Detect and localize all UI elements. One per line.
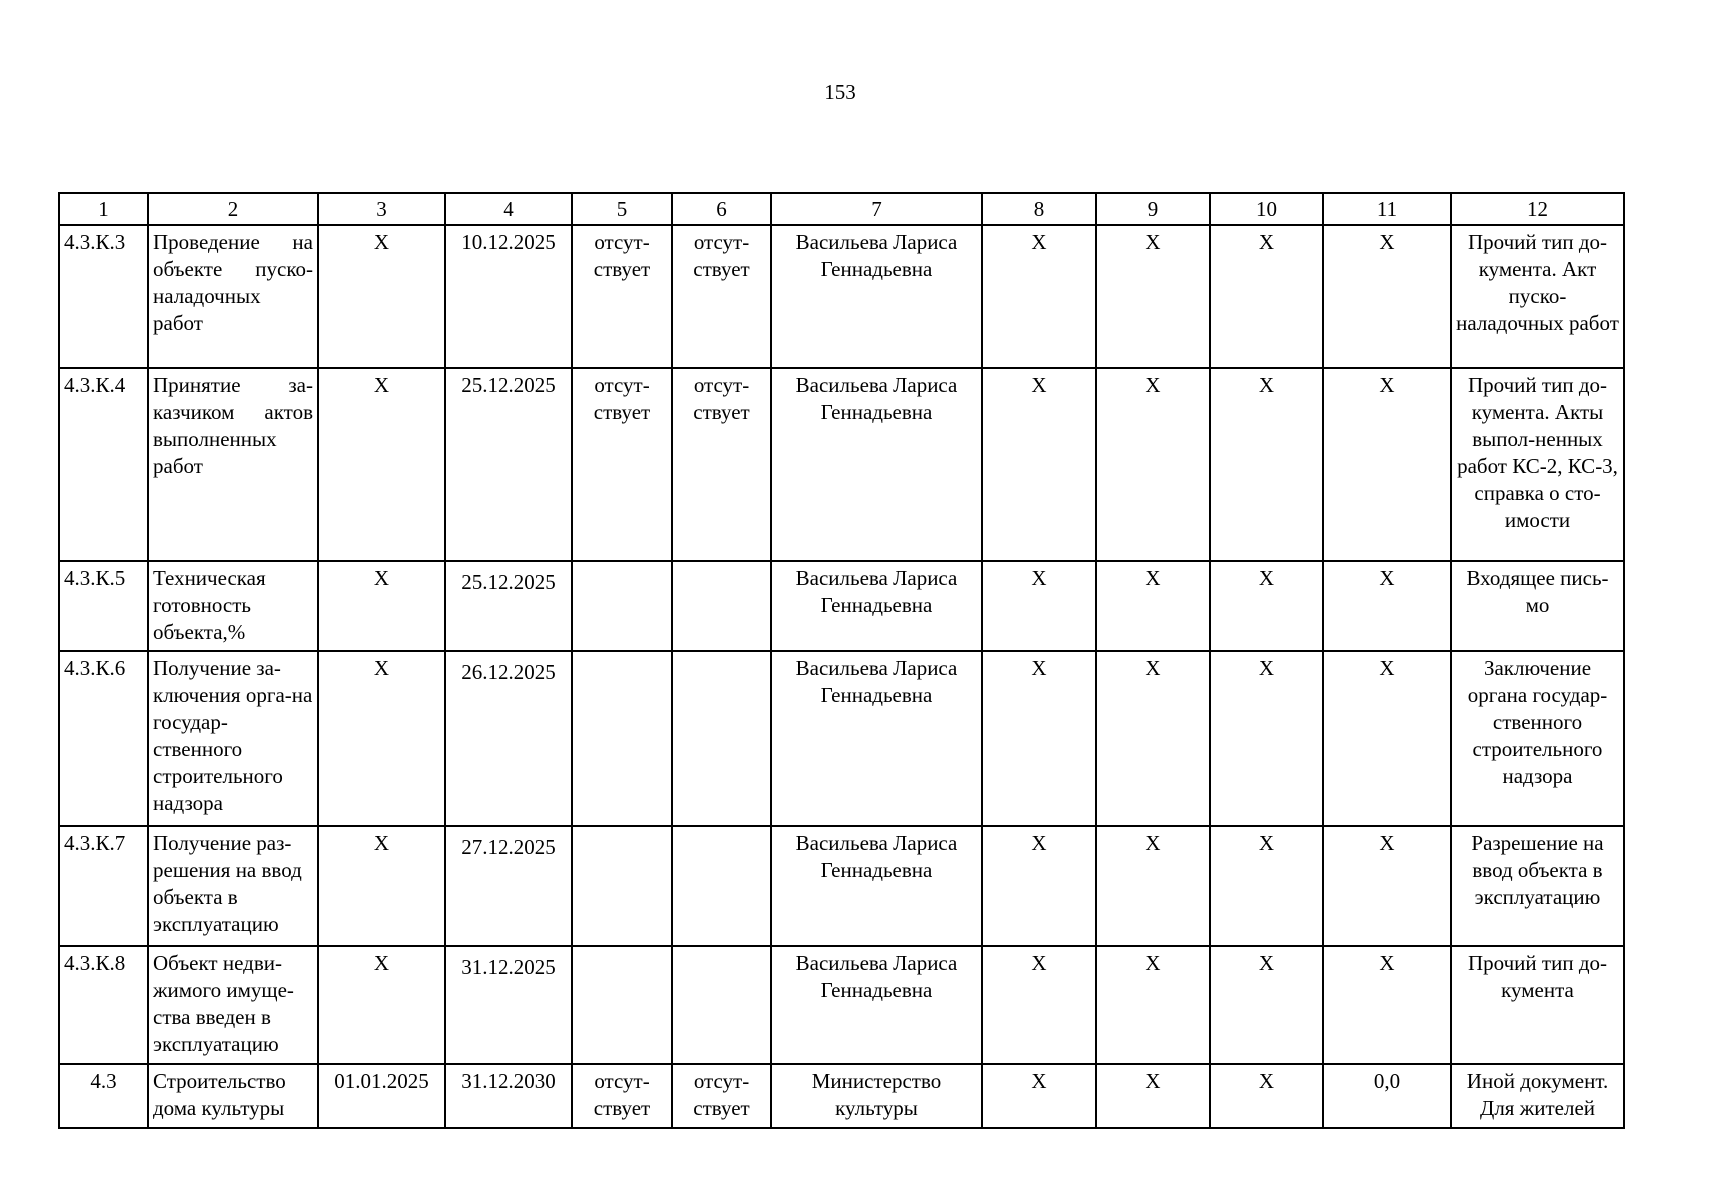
table-row (59, 651, 1624, 826)
column-number: 5 (572, 193, 672, 225)
cell-col6 (672, 561, 771, 651)
cell-col10: Х (1210, 651, 1323, 826)
table-row (59, 368, 1624, 561)
cell-col5: отсут-ствует (572, 225, 672, 368)
cell-col9: Х (1096, 368, 1210, 561)
cell-col8: Х (982, 826, 1096, 946)
column-number: 11 (1323, 193, 1451, 225)
column-number: 9 (1096, 193, 1210, 225)
cell-col11: Х (1323, 561, 1451, 651)
end-date: 31.12.2030 (445, 1064, 572, 1128)
cell-col9: Х (1096, 1064, 1210, 1128)
cell-col11: Х (1323, 946, 1451, 1064)
row-code: 4.3.К.6 (59, 651, 148, 826)
cell-col8: Х (982, 368, 1096, 561)
row-code: 4.3 (59, 1064, 148, 1128)
document-type: Разрешение на ввод объекта в эксплуатацию (1451, 826, 1624, 946)
end-date: 25.12.2025 (445, 561, 572, 651)
table-row (59, 1064, 1624, 1128)
column-number: 7 (771, 193, 982, 225)
column-number: 3 (318, 193, 445, 225)
row-code: 4.3.К.8 (59, 946, 148, 1064)
cell-col8: Х (982, 225, 1096, 368)
event-name: Получение раз-решения на ввод объекта в эксплуатацию (148, 826, 318, 946)
column-number: 12 (1451, 193, 1624, 225)
event-name: Строительство дома культуры (148, 1064, 318, 1128)
start-date: Х (318, 651, 445, 826)
document-type: Прочий тип до-кумента. Акты выпол-ненных работ КС-2, КС-3, справка о сто-имости (1451, 368, 1624, 561)
responsible-person: Васильева Лариса Геннадьевна (771, 561, 982, 651)
cell-col10: Х (1210, 1064, 1323, 1128)
responsible-person: Васильева Лариса Геннадьевна (771, 368, 982, 561)
column-number: 8 (982, 193, 1096, 225)
cell-col10: Х (1210, 826, 1323, 946)
row-code: 4.3.К.7 (59, 826, 148, 946)
table-row (59, 561, 1624, 651)
start-date: Х (318, 368, 445, 561)
cell-col6: отсут-ствует (672, 225, 771, 368)
document-type: Прочий тип до-кумента (1451, 946, 1624, 1064)
start-date: Х (318, 225, 445, 368)
page-number: 153 (824, 80, 856, 104)
event-name: Объект недви-жимого имуще-ства введен в эксплуатацию (148, 946, 318, 1064)
cell-col8: Х (982, 561, 1096, 651)
responsible-person: Министерство культуры (771, 1064, 982, 1128)
event-name: Проведение на объекте пуско-наладочных работ (148, 225, 318, 368)
column-number: 2 (148, 193, 318, 225)
start-date: Х (318, 561, 445, 651)
document-type: Заключение органа государ-ственного строительного надзора (1451, 651, 1624, 826)
responsible-person: Васильева Лариса Геннадьевна (771, 826, 982, 946)
end-date: 10.12.2025 (445, 225, 572, 368)
cell-col5 (572, 651, 672, 826)
cell-col11: 0,0 (1323, 1064, 1451, 1128)
cell-col5: отсут-ствует (572, 368, 672, 561)
cell-col5 (572, 826, 672, 946)
cell-col11: Х (1323, 651, 1451, 826)
cell-col6: отсут-ствует (672, 1064, 771, 1128)
column-number: 1 (59, 193, 148, 225)
end-date: 25.12.2025 (445, 368, 572, 561)
table-row (59, 946, 1624, 1064)
table-row (59, 225, 1624, 368)
table-row (59, 826, 1624, 946)
column-number: 6 (672, 193, 771, 225)
cell-col6: отсут-ствует (672, 368, 771, 561)
start-date: Х (318, 946, 445, 1064)
cell-col10: Х (1210, 561, 1323, 651)
cell-col11: Х (1323, 826, 1451, 946)
row-code: 4.3.К.5 (59, 561, 148, 651)
cell-col8: Х (982, 946, 1096, 1064)
cell-col8: Х (982, 651, 1096, 826)
cell-col5: отсут-ствует (572, 1064, 672, 1128)
cell-col9: Х (1096, 651, 1210, 826)
responsible-person: Васильева Лариса Геннадьевна (771, 946, 982, 1064)
cell-col6 (672, 651, 771, 826)
event-name: Техническая готовность объекта,% (148, 561, 318, 651)
row-code: 4.3.К.3 (59, 225, 148, 368)
responsible-person: Васильева Лариса Геннадьевна (771, 225, 982, 368)
document-type: Иной документ. Для жителей (1451, 1064, 1624, 1128)
cell-col11: Х (1323, 368, 1451, 561)
cell-col9: Х (1096, 225, 1210, 368)
document-type: Прочий тип до-кумента. Акт пуско-наладочных работ (1451, 225, 1624, 368)
cell-col10: Х (1210, 225, 1323, 368)
column-number: 10 (1210, 193, 1323, 225)
end-date: 26.12.2025 (445, 651, 572, 826)
cell-col9: Х (1096, 826, 1210, 946)
row-code: 4.3.К.4 (59, 368, 148, 561)
cell-col5 (572, 946, 672, 1064)
document-table (58, 192, 1625, 1129)
cell-col10: Х (1210, 368, 1323, 561)
cell-col5 (572, 561, 672, 651)
cell-col10: Х (1210, 946, 1323, 1064)
document-type: Входящее пись-мо (1451, 561, 1624, 651)
start-date: Х (318, 826, 445, 946)
cell-col6 (672, 826, 771, 946)
start-date: 01.01.2025 (318, 1064, 445, 1128)
cell-col6 (672, 946, 771, 1064)
cell-col9: Х (1096, 946, 1210, 1064)
end-date: 27.12.2025 (445, 826, 572, 946)
event-name: Получение за-ключения орга-на государ-ственного строительного надзора (148, 651, 318, 826)
end-date: 31.12.2025 (445, 946, 572, 1064)
column-number: 4 (445, 193, 572, 225)
cell-col8: Х (982, 1064, 1096, 1128)
cell-col9: Х (1096, 561, 1210, 651)
event-name: Принятие за-казчиком актов выполненных работ (148, 368, 318, 561)
column-number-row (59, 193, 1624, 225)
cell-col11: Х (1323, 225, 1451, 368)
responsible-person: Васильева Лариса Геннадьевна (771, 651, 982, 826)
